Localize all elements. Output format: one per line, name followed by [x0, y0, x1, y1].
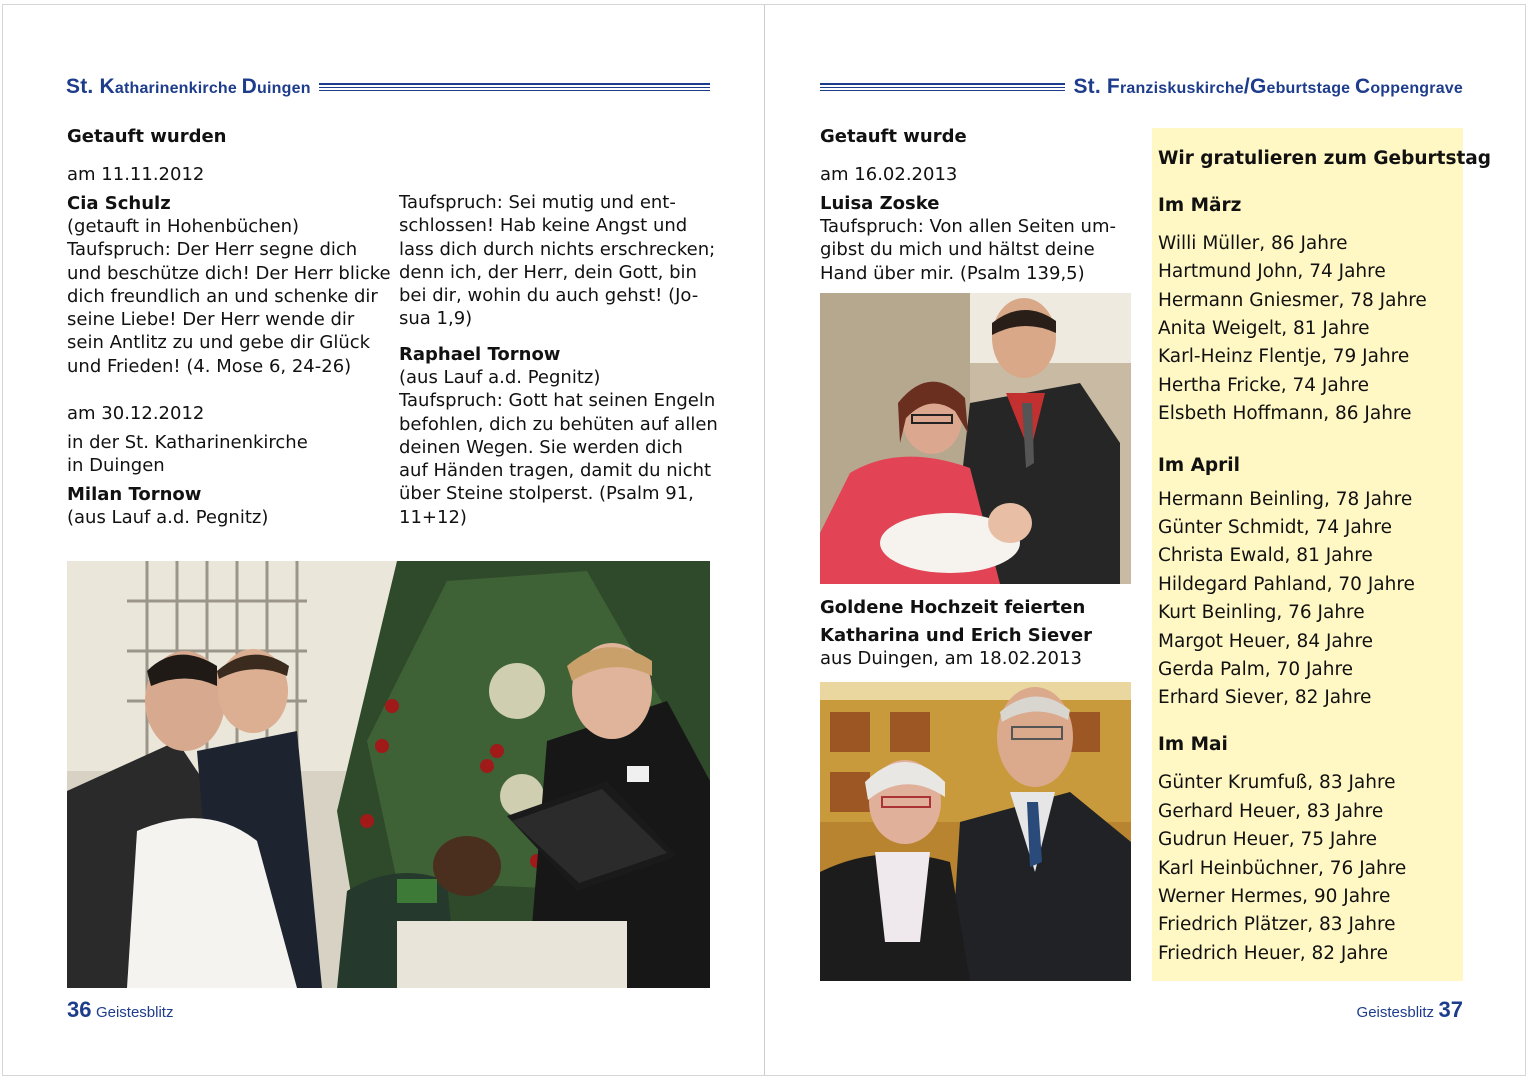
- entry-2-origin: (aus Lauf a.d. Pegnitz): [67, 507, 269, 528]
- date-entry-1: am 11.11.2012: [67, 164, 205, 185]
- entry-2-place: in der St. Katharinenkirche in Duingen: [67, 432, 308, 477]
- magazine-name-left: Geistesblitz: [95, 1004, 174, 1021]
- section-header-right: [820, 72, 1463, 102]
- name-luisa-zoske: Luisa Zoske: [820, 193, 940, 214]
- month-april: Im April: [1158, 455, 1240, 476]
- birthday-item: Hildegard Pahland, 70 Jahre: [1158, 574, 1415, 595]
- date-luisa: am 16.02.2013: [820, 164, 958, 185]
- birthday-item: Karl-Heinz Flentje, 79 Jahre: [1158, 346, 1410, 367]
- date-entry-2: am 30.12.2012: [67, 403, 205, 424]
- name-raphael-tornow: Raphael Tornow: [399, 344, 561, 365]
- heading-getauft-wurden: Getauft wurden: [67, 126, 227, 147]
- wedding-title: Goldene Hochzeit feierten: [820, 597, 1086, 618]
- birthday-item: Hermann Beinling, 78 Jahre: [1158, 489, 1413, 510]
- photo-baptism-christmas-tree: [67, 561, 710, 988]
- wedding-couple: Katharina und Erich Siever: [820, 625, 1092, 646]
- birthday-item: Hartmund John, 74 Jahre: [1158, 261, 1386, 282]
- header-rule: [319, 83, 710, 91]
- entry-raphael-text: (aus Lauf a.d. Pegnitz) Taufspruch: Gott hat seinen Engeln befohlen, dich zu behüten auf allen deinen Wegen. Sie werden dich auf Händen tragen, damit du nicht über Steine stolperst. (Psalm 91, 11+12): [399, 367, 718, 528]
- header-left-title: St. Katharinenkirche Duingen: [66, 75, 311, 98]
- month-maerz: Im März: [1158, 195, 1242, 216]
- birthday-item: Friedrich Plätzer, 83 Jahre: [1158, 914, 1396, 935]
- section-header-left: [66, 72, 710, 102]
- birthday-item: Willi Müller, 86 Jahre: [1158, 233, 1348, 254]
- birthday-box: [1152, 128, 1492, 981]
- birthday-item: Günter Schmidt, 74 Jahre: [1158, 517, 1392, 538]
- birthday-item: Margot Heuer, 84 Jahre: [1158, 631, 1374, 652]
- month-mai: Im Mai: [1158, 734, 1228, 755]
- page-number-left: 36: [67, 997, 92, 1022]
- birthday-item: Werner Hermes, 90 Jahre: [1158, 886, 1391, 907]
- entry-1-text: (getauft in Hohenbüchen) Taufspruch: Der Herr segne dich und beschütze dich! Der Herr blicke dich freundlich an und schenke dir seine Liebe! Der Herr wende dir sein Antlitz zu und gebe dir Glück und Frieden! (4. Mose 6, 24-26): [67, 216, 391, 377]
- name-cia-schulz: Cia Schulz: [67, 193, 171, 214]
- wedding-detail: aus Duingen, am 18.02.2013: [820, 648, 1082, 669]
- birthday-item: Christa Ewald, 81 Jahre: [1158, 545, 1373, 566]
- footer-right: [1357, 997, 1463, 1023]
- entry-luisa-text: Taufspruch: Von allen Seiten um- gibst du mich und hältst deine Hand über mir. (Psalm 139,5): [820, 216, 1116, 284]
- birthday-item: Gerda Palm, 70 Jahre: [1158, 659, 1354, 680]
- spine-divider: [764, 4, 765, 1076]
- birthday-item: Kurt Beinling, 76 Jahre: [1158, 602, 1365, 623]
- heading-getauft-wurde: Getauft wurde: [820, 126, 967, 147]
- birthday-item: Gerhard Heuer, 83 Jahre: [1158, 801, 1384, 822]
- header-rule: [820, 83, 1065, 91]
- birthday-item: Elsbeth Hoffmann, 86 Jahre: [1158, 403, 1412, 424]
- birthday-item: Hermann Gniesmer, 78 Jahre: [1158, 290, 1427, 311]
- birthday-item: Günter Krumfuß, 83 Jahre: [1158, 772, 1396, 793]
- birthday-item: Anita Weigelt, 81 Jahre: [1158, 318, 1370, 339]
- name-milan-tornow: Milan Tornow: [67, 484, 202, 505]
- birthday-item: Friedrich Heuer, 82 Jahre: [1158, 943, 1388, 964]
- entry-col2-text: Taufspruch: Sei mutig und ent- schlossen! Hab keine Angst und lass dich durch nichts erschrecken; denn ich, der Herr, dein Gott, bin bei dir, wohin du auch gehst! (Jo- sua 1,9): [399, 192, 716, 330]
- magazine-name-right: Geistesblitz: [1356, 1004, 1435, 1021]
- footer-left: [67, 997, 173, 1023]
- photo-golden-wedding: [820, 682, 1131, 981]
- birthday-title: Wir gratulieren zum Geburtstag: [1158, 148, 1492, 169]
- birthday-item: Erhard Siever, 82 Jahre: [1158, 687, 1372, 708]
- birthday-item: Karl Heinbüchner, 76 Jahre: [1158, 858, 1407, 879]
- header-right-title: St. Franziskuskirche/Geburtstage Coppengrave: [1073, 75, 1463, 98]
- photo-luisa-baptism: [820, 293, 1131, 584]
- birthday-item: Gudrun Heuer, 75 Jahre: [1158, 829, 1378, 850]
- birthday-item: Hertha Fricke, 74 Jahre: [1158, 375, 1370, 396]
- page-number-right: 37: [1438, 997, 1463, 1022]
